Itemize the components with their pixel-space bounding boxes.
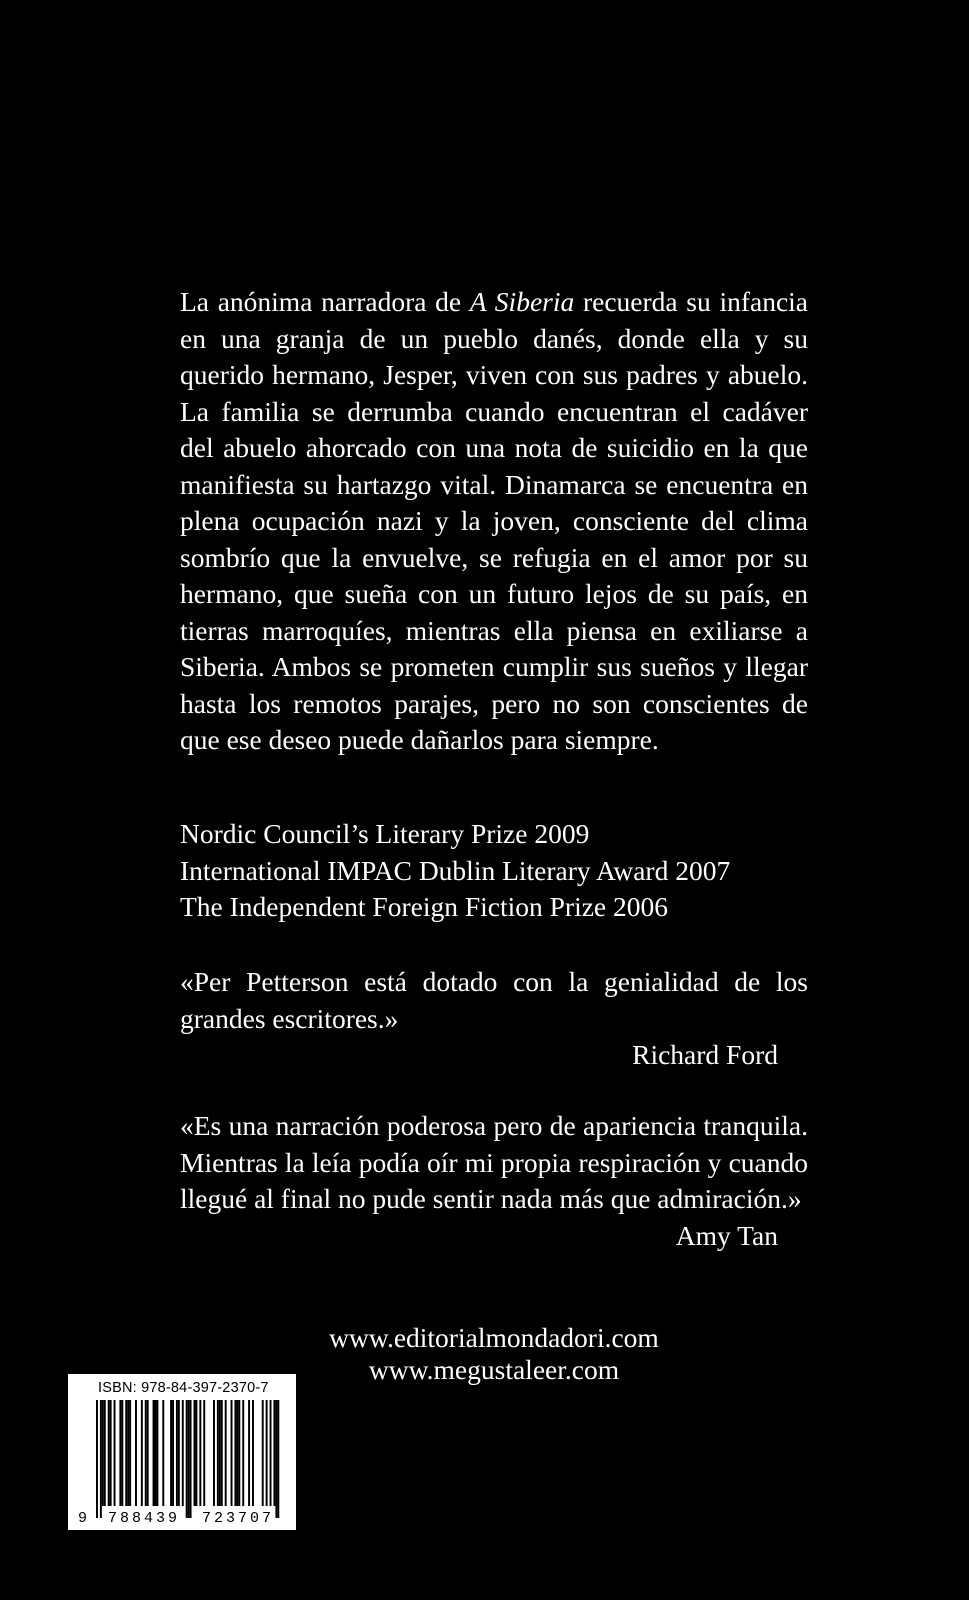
quote-author: Richard Ford	[632, 1039, 778, 1070]
barcode-bar	[238, 1400, 240, 1506]
barcode-bar	[135, 1400, 137, 1506]
barcode-bar	[266, 1400, 268, 1506]
barcode-bar	[231, 1400, 233, 1506]
barcode-bar	[270, 1400, 272, 1506]
barcode-bar	[242, 1400, 244, 1506]
barcode-bar	[153, 1400, 155, 1506]
barcode-bar	[129, 1400, 131, 1506]
barcode-bar	[162, 1400, 164, 1506]
barcode-bar	[217, 1400, 219, 1506]
barcode-bar	[114, 1400, 116, 1506]
book-title-italic: A Siberia	[469, 286, 575, 317]
barcode-digits-right: 723707	[202, 1510, 275, 1527]
barcode-bar	[104, 1400, 106, 1506]
barcode-bar	[277, 1400, 279, 1518]
barcode-bar	[119, 1400, 121, 1506]
barcode-bar	[236, 1400, 238, 1506]
barcode-bar	[141, 1400, 143, 1506]
barcode-bar	[221, 1400, 223, 1506]
quote-author: Amy Tan	[675, 1219, 778, 1251]
barcode-bar	[108, 1400, 110, 1506]
barcode-bar	[156, 1400, 158, 1506]
review-quote	[180, 964, 808, 1074]
award-item: The Independent Foreign Fiction Prize 2006	[180, 891, 669, 922]
barcode-bar	[96, 1400, 98, 1518]
barcode-bar	[110, 1400, 112, 1506]
barcode-bar	[252, 1400, 254, 1506]
barcode-bar	[121, 1400, 123, 1506]
barcode-bar	[147, 1400, 149, 1506]
blurb-intro: La anónima narradora de	[180, 286, 470, 317]
publisher-url: www.editorialmondadori.com	[329, 1322, 659, 1353]
barcode-bar	[176, 1400, 178, 1506]
barcode-bar	[225, 1400, 227, 1506]
isbn-label: ISBN: 978-84-397-2370-7	[98, 1380, 269, 1396]
review-quote	[180, 1108, 808, 1254]
publisher-urls	[294, 1322, 694, 1386]
barcode-bar	[172, 1400, 174, 1506]
barcode-bar	[188, 1400, 190, 1518]
barcode-bar	[182, 1400, 184, 1506]
isbn-barcode	[68, 1374, 296, 1530]
barcode-bar	[234, 1400, 236, 1506]
barcode-digit-first: 9	[78, 1510, 88, 1527]
quote-text: «Per Petterson está dotado con la genialidad de los grandes escritores.»	[180, 966, 808, 1034]
award-item: Nordic Council’s Literary Prize 2009	[180, 818, 590, 849]
barcode-bar	[100, 1400, 102, 1518]
back-cover-blurb	[180, 284, 808, 759]
barcode-bar	[203, 1400, 205, 1506]
barcode-bar	[145, 1400, 147, 1506]
barcode-bar	[275, 1400, 277, 1518]
barcode-digits-left: 788439	[108, 1510, 181, 1527]
barcode-bar	[102, 1400, 104, 1506]
barcode-bar	[213, 1400, 215, 1506]
barcode-bar	[199, 1400, 201, 1506]
award-item: International IMPAC Dublin Literary Award 2007	[180, 854, 731, 886]
barcode-bar	[219, 1400, 221, 1506]
barcode-bar	[262, 1400, 264, 1506]
barcode-bars	[96, 1400, 286, 1518]
barcode-bar	[248, 1400, 250, 1506]
barcode-bar	[195, 1400, 197, 1506]
barcode-bar	[273, 1400, 275, 1506]
blurb-text: recuerda su infancia en una granja de un pueblo danés, donde ella y su querido hermano, Jesper, viven con sus padres y abuelo. La familia se derrumba cuando encuentran el cadáver del abuelo ahorcado con una nota de suicidio en la que manifiesta su hartazgo vital. Dinamarca se encuentra en plena ocupación nazi y la joven, consciente del clima sombrío que la envuelve, se refugia en el amor por su hermano, que sueña con un futuro lejos de su país, en tierras marroquíes, mientras ella piensa en exiliarse a Siberia. Ambos se prometen cumplir sus sueños y llegar hasta los remotos parajes, pero no son conscientes de que ese deseo puede dañarlos para siempre.	[180, 286, 808, 755]
barcode-bar	[194, 1400, 196, 1506]
barcode-bar	[186, 1400, 188, 1518]
barcode-bar	[170, 1400, 172, 1506]
quote-text: «Es una narración poderosa pero de apariencia tranquila. Mientras la leía podía oír mi propia respiración y cuando llegué al final no pude sentir nada más que admiración.»	[180, 1110, 808, 1214]
publisher-url: www.megustaleer.com	[368, 1354, 620, 1385]
barcode-bar	[178, 1400, 180, 1506]
awards-list	[180, 816, 730, 926]
barcode-bar	[125, 1400, 127, 1506]
barcode-bar	[155, 1400, 157, 1506]
barcode-bar	[127, 1400, 129, 1506]
barcode-bar	[190, 1400, 192, 1518]
